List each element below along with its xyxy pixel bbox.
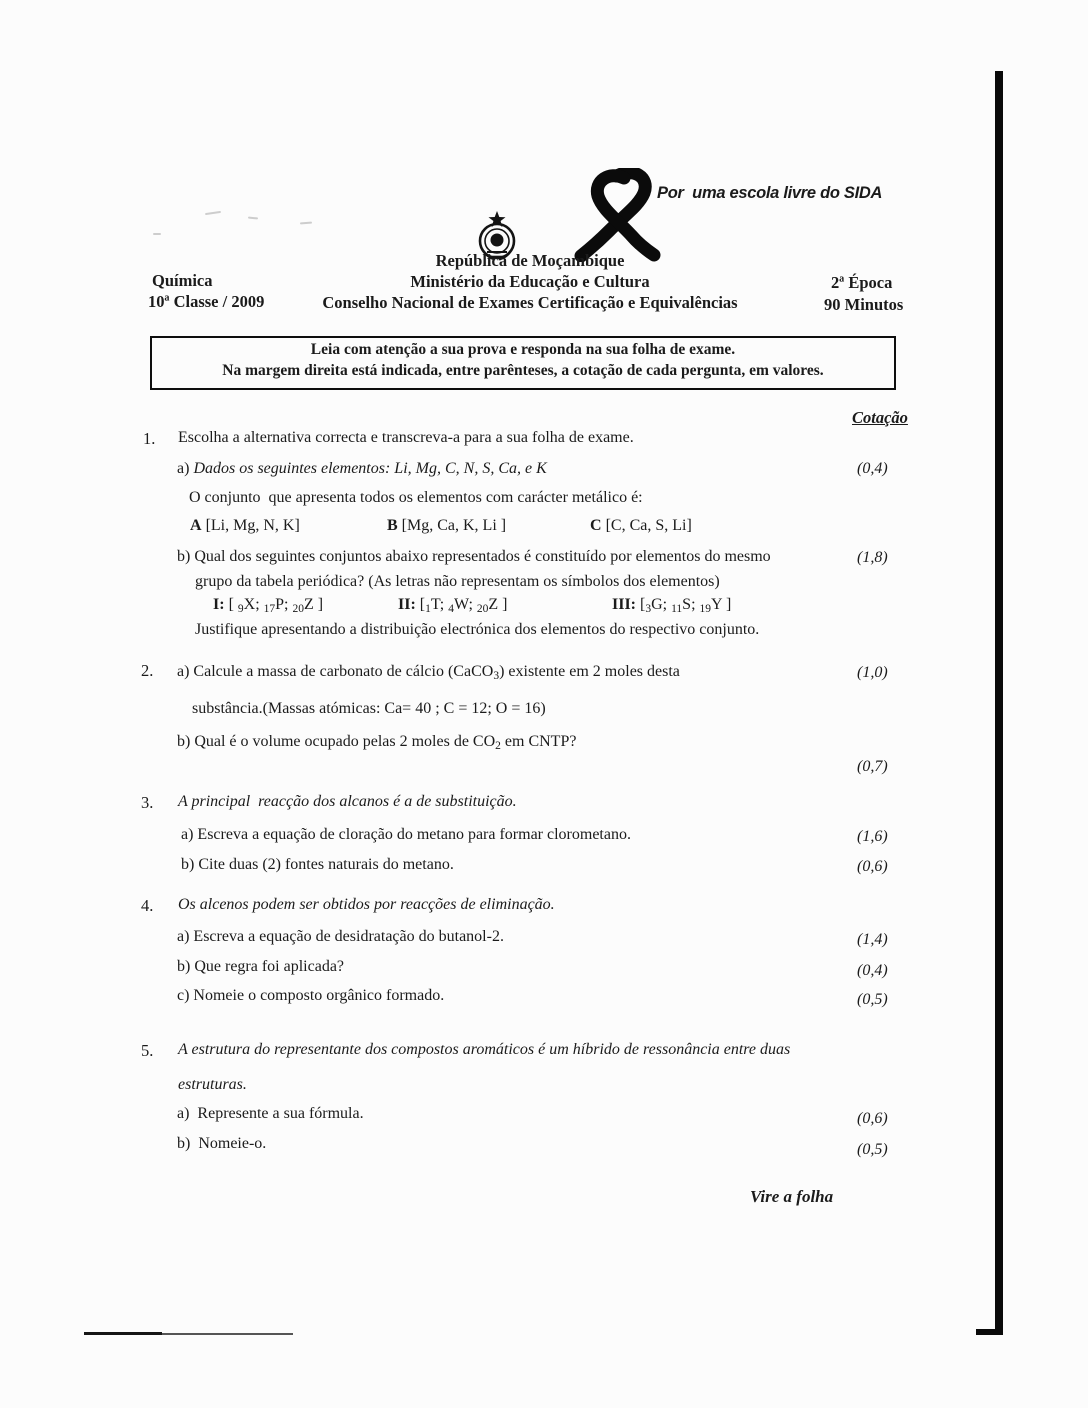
aids-ribbon-icon [551, 150, 655, 244]
question-1a-body: O conjunto que apresenta todos os elementos com carácter metálico é: [189, 489, 643, 506]
subject-label: Química [152, 271, 213, 290]
notice-line-1: Leia com atenção a sua prova e responda na sua folha de exame. [310, 341, 736, 358]
mozambique-emblem-icon [457, 193, 505, 245]
question-5-number: 5. [141, 1041, 154, 1060]
question-5b: b) Nomeie-o. [177, 1135, 267, 1152]
option-c: C [C, Ca, S, Li] [590, 517, 692, 534]
question-4-intro: Os alcenos podem ser obtidos por reacções de eliminação. [178, 896, 555, 913]
element-set-2: II: [$_1T$; $_4$W; $_{20}$Z ] [398, 596, 508, 615]
question-3-number: 3. [141, 793, 154, 812]
turn-page-note: Vire a folha [750, 1187, 834, 1206]
cotacao-q2b: (0,7) [857, 758, 888, 775]
council-title: Conselho Nacional de Exames Certificação e Equivalências [322, 293, 738, 312]
cotacao-q1b: (1,8) [857, 549, 888, 566]
notice-line-2: Na margem direita está indicada, entre parênteses, a cotação de cada pergunta, em valores. [222, 362, 824, 379]
country-title: República de Moçambique [435, 251, 625, 270]
option-b: B [Mg, Ca, K, Li ] [387, 517, 507, 534]
cotacao-q1a: (0,4) [857, 460, 888, 477]
question-4c: c) Nomeie o composto orgânico formado. [177, 987, 445, 1004]
question-5a: a) Represente a sua fórmula. [177, 1105, 364, 1122]
question-3a: a) Escreva a equação de cloração do metano para formar clorometano. [181, 826, 631, 843]
scan-noise [300, 222, 312, 225]
question-5-intro-line2: estruturas. [178, 1076, 247, 1093]
element-set-1: I: [ $_9$X; $_{17}$P; $_{20}$Z ] [213, 596, 324, 615]
campaign-slogan: Por uma escola livre do SIDA [657, 184, 883, 202]
cotacao-q4b: (0,4) [857, 962, 888, 979]
scan-noise [153, 233, 161, 235]
cotacao-q3a: (1,6) [857, 828, 888, 845]
question-3b: b) Cite duas (2) fontes naturais do metano. [181, 856, 454, 873]
scan-edge-bar-foot [976, 1329, 1003, 1335]
scan-noise [205, 211, 221, 215]
question-1a: a) Dados os seguintes elementos: Li, Mg, C, N, S, Ca, e K [177, 460, 547, 477]
question-4-number: 4. [141, 896, 154, 915]
scan-bottom-line-dark [84, 1332, 162, 1335]
cotacao-q2a: (1,0) [857, 664, 888, 681]
cotacao-q3b: (0,6) [857, 858, 888, 875]
question-1-intro: Escolha a alternativa correcta e transcreva-a para a sua folha de exame. [178, 429, 634, 446]
question-1-number: 1. [143, 429, 156, 448]
question-2a-line2: substância.(Massas atómicas: Ca= 40 ; C = 12; O = 16) [192, 700, 546, 717]
question-2b: b) Qual é o volume ocupado pelas 2 moles de $CO_2$ em CNTP? [177, 733, 577, 752]
cotacao-q5b: (0,5) [857, 1141, 888, 1158]
question-2a-line1: a) Calcule a massa de carbonato de cálcio (CaCO$_3$) existente em 2 moles desta [177, 663, 680, 682]
question-4b: b) Que regra foi aplicada? [177, 958, 345, 975]
scan-noise [248, 216, 258, 219]
question-1b-justify: Justifique apresentando a distribuição electrónica dos elementos do respectivo conjunto. [195, 621, 760, 638]
question-1b-line2: grupo da tabela periódica? (As letras não representam os símbolos dos elementos) [195, 573, 720, 590]
cotacao-q4c: (0,5) [857, 991, 888, 1008]
option-a: A [Li, Mg, N, K] [190, 517, 300, 534]
grade-year-label: 10ª Classe / 2009 [148, 292, 265, 311]
question-4a: a) Escreva a equação de desidratação do butanol-2. [177, 928, 504, 945]
question-1b-line1: b) Qual dos seguintes conjuntos abaixo representados é constituído por elementos do mesmo [177, 548, 771, 565]
ministry-title: Ministério da Educação e Cultura [410, 272, 650, 291]
cotacao-q4a: (1,4) [857, 931, 888, 948]
epoch-label: 2ª Época [831, 273, 893, 292]
scan-edge-bar [995, 71, 1003, 1335]
cotacao-q5a: (0,6) [857, 1110, 888, 1127]
question-2-number: 2. [141, 661, 154, 680]
duration-label: 90 Minutos [824, 295, 904, 314]
cotacao-column-header: Cotação [852, 408, 908, 427]
element-set-3: III: [$_3G$; $_{11}$S; $_{19}$Y ] [612, 596, 732, 615]
question-3-intro: A principal reacção dos alcanos é a de substituição. [178, 793, 517, 810]
question-5-intro-line1: A estrutura do representante dos compostos aromáticos é um híbrido de ressonância entre duas [178, 1041, 791, 1058]
